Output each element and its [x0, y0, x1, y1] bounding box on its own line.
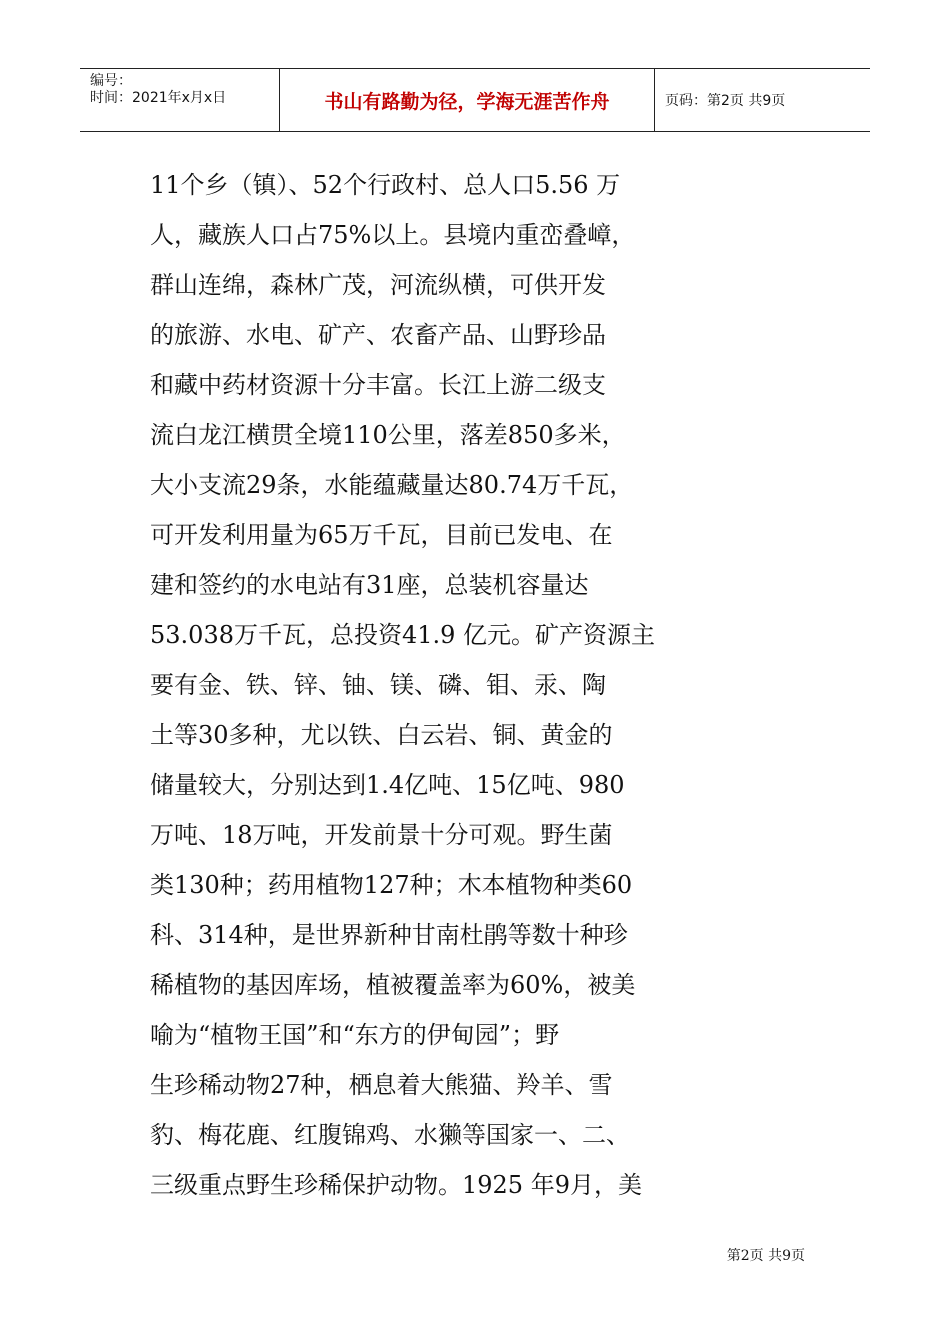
text-line: 稀植物的基因库场，植被覆盖率为60%，被美 — [150, 971, 636, 999]
text-line: 要有金、铁、锌、铀、镁、磷、钼、汞、陶 — [150, 671, 606, 699]
text-line: 11个乡（镇）、52个行政村、总人口5.56 万 — [150, 171, 621, 199]
header-page-number: 页码：第2页 共9页 — [665, 93, 786, 109]
text-line: 类130种；药用植物127种；木本植物种类60 — [150, 871, 633, 899]
text-line: 流白龙江横贯全境110公里，落差850多米， — [150, 421, 626, 449]
text-line: 建和签约的水电站有31座，总装机容量达 — [150, 571, 589, 599]
text-line: 人，藏族人口占75%以上。县境内重峦叠嶂， — [150, 221, 636, 249]
document-time-label: 时间：2021年x月x日 — [90, 90, 227, 106]
document-number-label: 编号： — [90, 73, 132, 89]
header-meta — [80, 69, 280, 131]
text-line: 豹、梅花鹿、红腹锦鸡、水獭等国家一、二、 — [150, 1121, 630, 1149]
text-line: 群山连绵，森林广茂，河流纵横，可供开发 — [150, 271, 606, 299]
text-line: 和藏中药材资源十分丰富。长江上游二级支 — [150, 371, 606, 399]
text-line: 的旅游、水电、矿产、农畜产品、山野珍品 — [150, 321, 606, 349]
text-line: 生珍稀动物27种，栖息着大熊猫、羚羊、雪 — [150, 1071, 613, 1099]
text-line: 大小支流29条，水能蕴藏量达80.74万千瓦， — [150, 471, 634, 499]
text-line: 53.038万千瓦，总投资41.9 亿元。矿产资源主 — [150, 621, 656, 649]
text-line: 储量较大，分别达到1.4亿吨、15亿吨、980 — [150, 771, 625, 799]
text-line: 三级重点野生珍稀保护动物。1925 年9月，美 — [150, 1171, 642, 1199]
document-body — [150, 160, 810, 1210]
header-motto: 书山有路勤为径，学海无涯苦作舟 — [280, 69, 655, 131]
text-line: 喻为“植物王国”和“东方的伊甸园”；野 — [150, 1021, 560, 1049]
footer-page-number: 第2页 共9页 — [726, 1248, 805, 1264]
text-line: 土等30多种，尤以铁、白云岩、铜、黄金的 — [150, 721, 613, 749]
text-line: 可开发利用量为65万千瓦，目前已发电、在 — [150, 521, 613, 549]
text-line: 科、314种，是世界新种甘南杜鹃等数十种珍 — [150, 921, 628, 949]
page-header — [80, 68, 870, 132]
text-line: 万吨、18万吨，开发前景十分可观。野生菌 — [150, 821, 613, 849]
